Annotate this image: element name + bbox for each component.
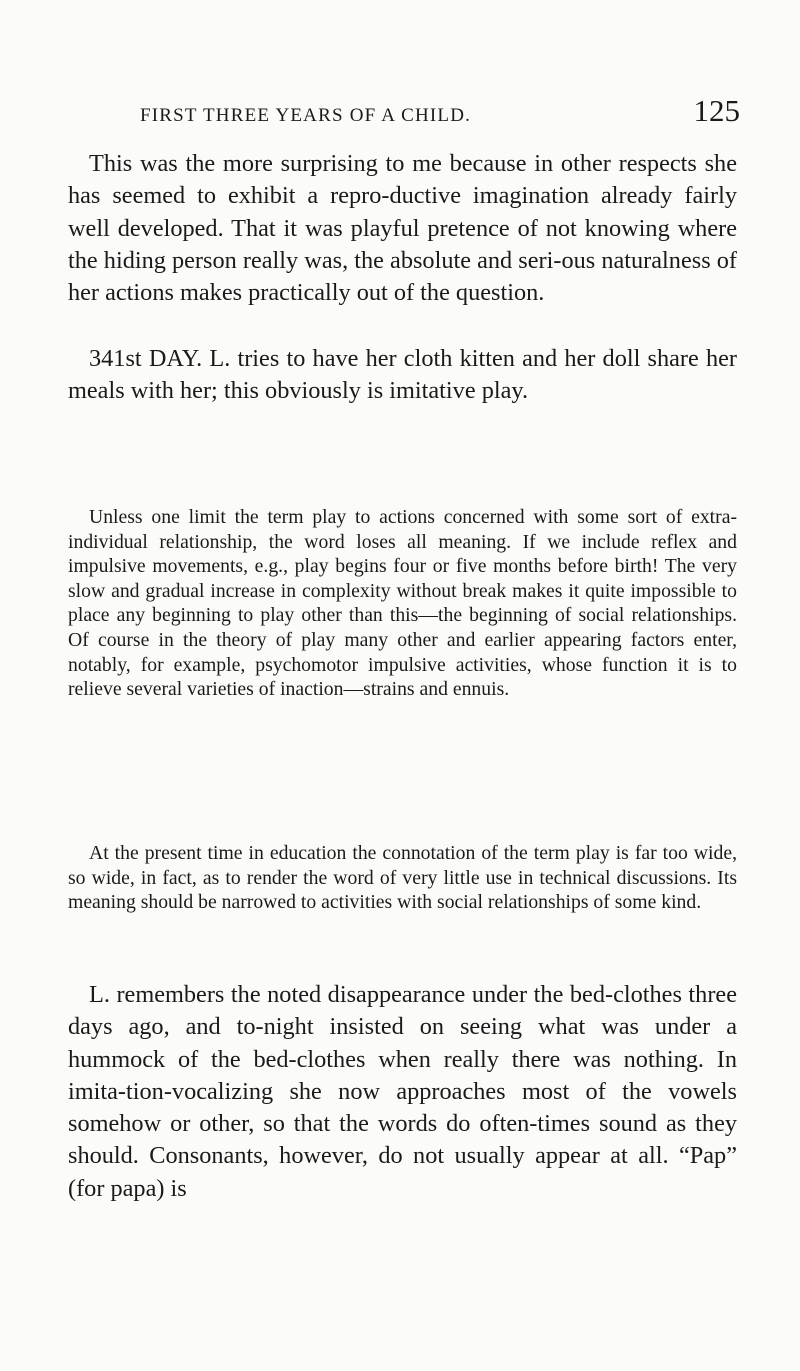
- paragraph-note-play-definition: Unless one limit the term play to actions concerned with some sort of extra-individual relationship, the word loses all meaning. If we include reflex and impulsive movements, e.g., play begins four or five months before birth! The very slow and gradual increase in complexity without break makes it quite impossible to place any beginning to play other than this—the beginning of social relationships. Of course in the theory of play many other and earlier appearing factors enter, notably, for example, psychomotor impulsive activities, whose function it is to relieve several varieties of inaction—strains and ennuis.: [68, 506, 737, 701]
- paragraph-341st-day: 341st DAY. L. tries to have her cloth kitten and her doll share her meals with her; this obviously is imitative play.: [68, 345, 737, 405]
- running-head: [140, 93, 740, 133]
- paragraph-observation: This was the more surprising to me because in other respects she has seemed to exhibit a repro-ductive imagination already fairly well developed. That it was playful pretence of not knowing where the hiding person really was, the absolute and seri-ous naturalness of her actions makes practically out of the question.: [68, 150, 737, 307]
- paragraph-note-education: At the present time in education the connotation of the term play is far too wide, so wide, in fact, as to render the word of very little use in technical discussions. Its meaning should be narrowed to activities with social relationships of some kind.: [68, 842, 737, 914]
- running-title: FIRST THREE YEARS OF A CHILD.: [140, 105, 472, 126]
- paragraph-bed-clothes: L. remembers the noted disappearance under the bed-clothes three days ago, and to-night insisted on seeing what was under a hummock of the bed-clothes when really there was nothing. In imita-tion-vocalizing she now approaches most of the vowels somehow or other, so that the words do often-times sound as they should. Consonants, however, do not usually appear at all. “Pap” (for papa) is: [68, 981, 737, 1202]
- page-number: 125: [693, 93, 740, 128]
